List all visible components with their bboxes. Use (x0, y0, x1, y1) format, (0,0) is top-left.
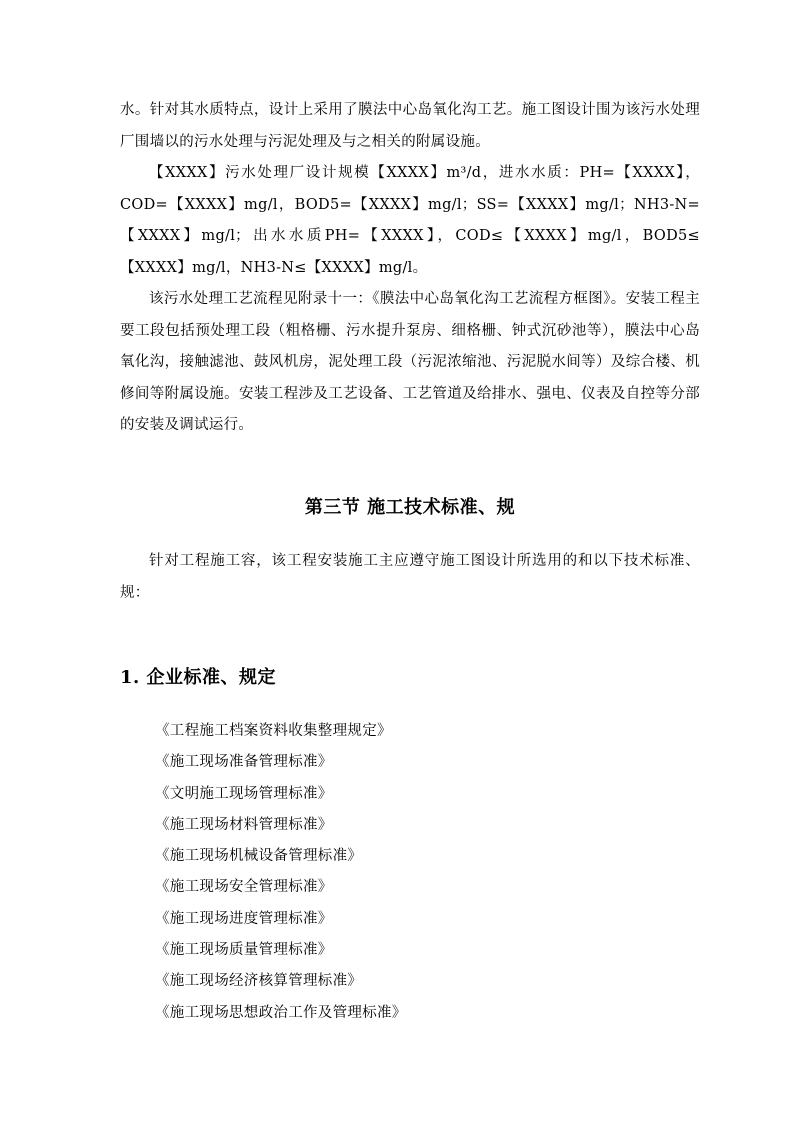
list-item: 《施工现场机械设备管理标准》 (155, 848, 363, 865)
list-item: 《施工现场进度管理标准》 (155, 910, 333, 927)
list-item: 《施工现场安全管理标准》 (155, 879, 333, 896)
paragraph-standards-intro: 针对工程施工容，该工程安装施工主应遵守施工图设计所选用的和以下技术标准、规： (120, 553, 700, 601)
paragraph-plant-overview: 水。针对其水质特点，设计上采用了膜法中心岛氧化沟工艺。施工图设计围为该污水处理厂围墙以的污水处理与污泥处理及与之相关的附属设施。 (120, 102, 700, 150)
list-item: 《工程施工档案资料收集整理规定》 (155, 723, 392, 739)
paragraph-water-quality: 【XXXX】污水处理厂设计规模【XXXX】m³/d，进水水质：PH=【XXXX】，COD=【XXXX】mg/l，BOD5=【XXXX】mg/l；SS=【XXXX】mg/l；NH3-N=【XXXX】mg/l；出水水质PH=【XXXX】，COD≤【XXXX】mg/l，BOD5≤【XXXX】mg/l，NH3-N≤【XXXX】mg/l。 (120, 165, 700, 276)
list-item: 《施工现场经济核算管理标准》 (155, 973, 363, 990)
sub-heading-enterprise-standards: 1. 企业标准、规定 (120, 667, 277, 688)
list-item: 《文明施工现场管理标准》 (155, 785, 333, 802)
list-item: 《施工现场思想政治工作及管理标准》 (155, 1004, 407, 1021)
standards-list (155, 716, 407, 1029)
paragraph-process-flow: 该污水处理工艺流程见附录十一：《膜法中心岛氧化沟工艺流程方框图》。安装工程主要工段包括预处理工段（粗格栅、污水提升泵房、细格栅、钟式沉砂池等），膜法中心岛氧化沟，接触滤池、鼓风机房，泥处理工段（污泥浓缩池、污泥脱水间等）及综合楼、机修间等附属设施。安装工程涉及工艺设备、工艺管道及给排水、强电、仪表及自控等分部的安装及调试运行。 (120, 291, 700, 433)
section-title: 第三节 施工技术标准、规 (304, 497, 516, 518)
list-item: 《施工现场质量管理标准》 (155, 942, 333, 959)
list-item: 《施工现场准备管理标准》 (155, 754, 333, 771)
list-item: 《施工现场材料管理标准》 (155, 816, 333, 833)
